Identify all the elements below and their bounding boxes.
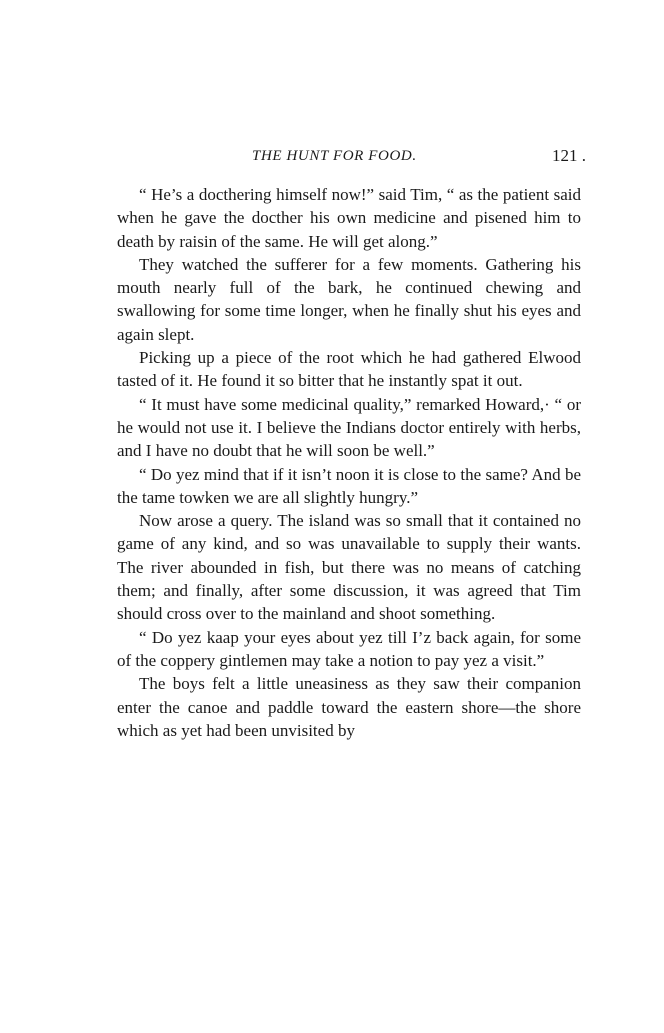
paragraph: “ He’s a docthering himself now!” said Tim, “ as the patient said when he gave the docther his own medicine and pisened him to death by raisin of the same. He will get along.” <box>117 185 581 251</box>
body-text <box>117 183 581 742</box>
running-head <box>0 146 664 170</box>
paragraph: Picking up a piece of the root which he had gathered Elwood tasted of it. He found it so bitter that he instantly spat it out. <box>117 348 581 391</box>
paragraph: The boys felt a little uneasiness as they saw their companion enter the canoe and paddle toward the eastern shore—the shore which as yet had been unvisited by <box>117 674 581 740</box>
paragraph: They watched the sufferer for a few moments. Gathering his mouth nearly full of the bark, he continued chewing and swallowing for some time longer, when he finally shut his eyes and again slept. <box>117 254 581 344</box>
paragraph: “ It must have some medicinal quality,” remarked Howard,· “ or he would not use it. I believe the Indians doctor entirely with herbs, and I have no doubt that he will soon be well.” <box>117 394 581 461</box>
running-head-title: THE HUNT FOR FOOD. <box>252 148 417 164</box>
paragraph: “ Do yez kaap your eyes about yez till I’z back again, for some of the coppery gintlemen may take a notion to pay yez a visit.” <box>117 627 581 670</box>
page-number: 121 . <box>552 146 586 165</box>
paragraph: “ Do yez mind that if it isn’t noon it is close to the same? And be the tame towken we are all slightly hungry.” <box>117 464 581 507</box>
paragraph: Now arose a query. The island was so small that it contained no game of any kind, and so was unavailable to supply their wants. The river abounded in fish, but there was no means of catching them; and finally, after some discussion, it was agreed that Tim should cross over to the mainland and shoot something. <box>117 511 581 624</box>
